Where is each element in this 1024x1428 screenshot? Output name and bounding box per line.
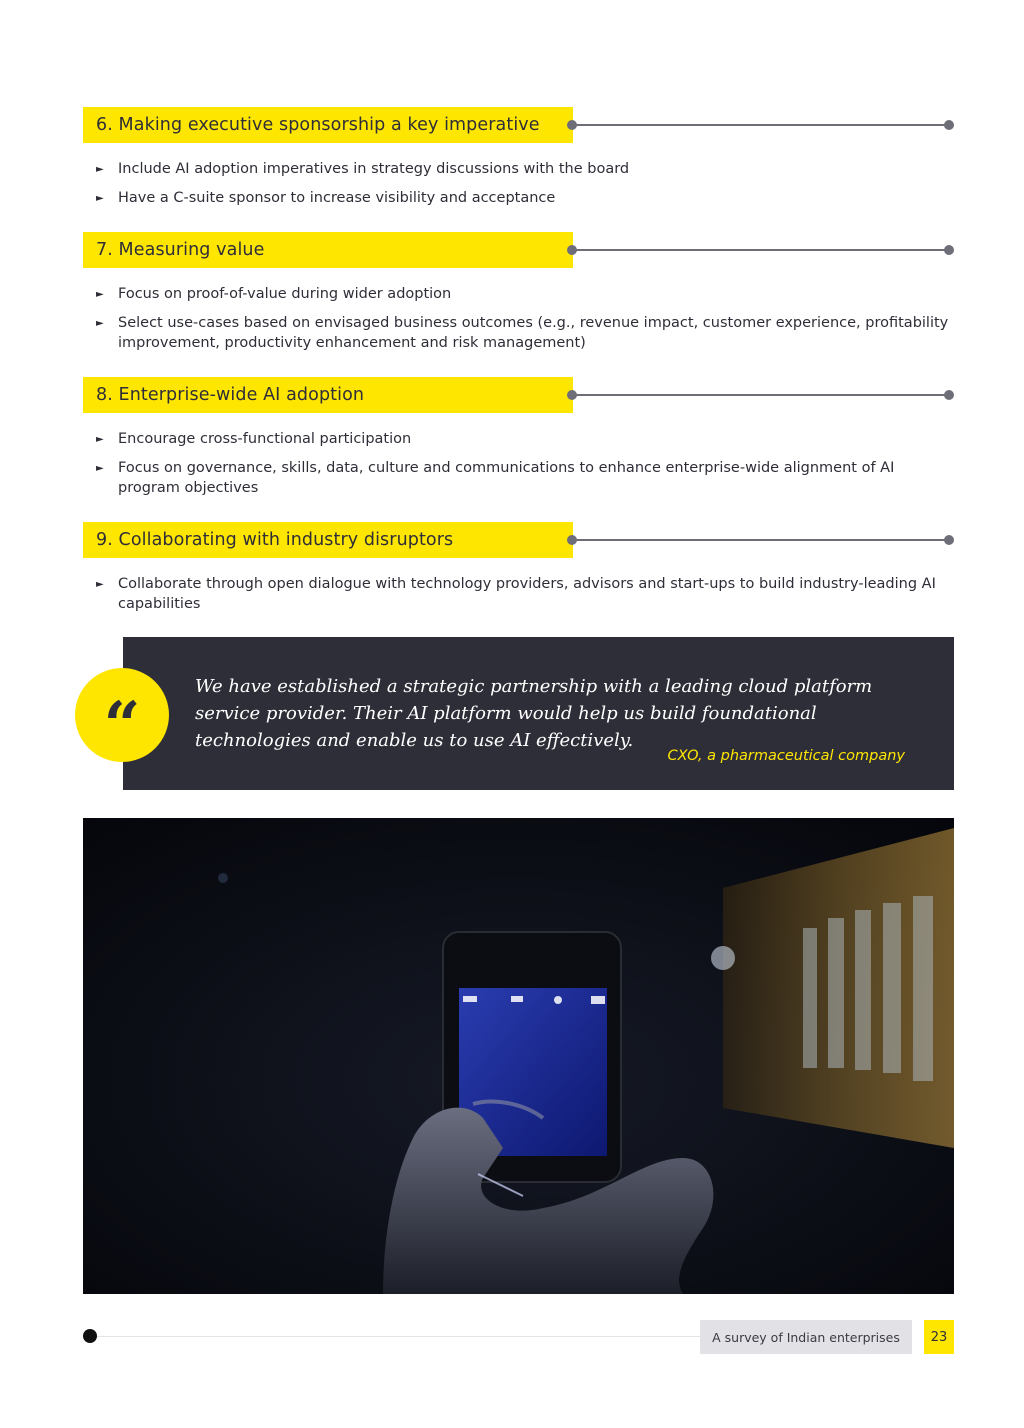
bullet-arrow-icon: ► <box>96 164 104 175</box>
bullet-arrow-icon: ► <box>96 318 104 329</box>
footer-dot <box>83 1329 97 1343</box>
section-9-rule <box>573 539 949 541</box>
section-7-header <box>83 232 954 268</box>
section-7-bullets <box>96 284 956 362</box>
section-7-rule-end-dot <box>944 245 954 255</box>
quote-mark-icon: “ <box>75 668 169 762</box>
section-7-title: 7. Measuring value <box>83 232 573 268</box>
footer-rule <box>90 1336 700 1337</box>
list-item: ► Include AI adoption imperatives in strategy discussions with the board <box>96 159 956 179</box>
bullet-arrow-icon: ► <box>96 193 104 204</box>
list-item: ► Select use-cases based on envisaged business outcomes (e.g., revenue impact, customer experience, profitability improvement, productivity enhancement and risk management) <box>96 315 949 351</box>
section-7-rule-start-dot <box>567 245 577 255</box>
quote-attribution: CXO, a pharmaceutical company <box>667 748 905 764</box>
smartphone-in-hand-photo <box>83 818 954 1294</box>
quote-text: We have established a strategic partnership with a leading cloud platform service provider. Their AI platform would help us build foundational technologies and enable us to use AI effectively. <box>195 676 873 751</box>
section-7-rule <box>573 249 949 251</box>
list-item: ► Have a C-suite sponsor to increase visibility and acceptance <box>96 188 956 208</box>
section-9-header <box>83 522 954 558</box>
section-9-bullets <box>96 574 956 623</box>
bullet-arrow-icon: ► <box>96 463 104 474</box>
bullet-arrow-icon: ► <box>96 434 104 445</box>
bullet-arrow-icon: ► <box>96 579 104 590</box>
section-6-rule <box>573 124 949 126</box>
section-6-title: 6. Making executive sponsorship a key imperative <box>83 107 573 143</box>
section-9-rule-end-dot <box>944 535 954 545</box>
section-8-title: 8. Enterprise-wide AI adoption <box>83 377 573 413</box>
bullet-arrow-icon: ► <box>96 289 104 300</box>
section-6-rule-start-dot <box>567 120 577 130</box>
section-6-header <box>83 107 954 143</box>
list-item: ► Focus on governance, skills, data, culture and communications to enhance enterprise-wide alignment of AI program objectives <box>96 460 895 496</box>
section-8-rule <box>573 394 949 396</box>
list-item: ► Focus on proof-of-value during wider adoption <box>96 284 956 304</box>
page-number: 23 <box>924 1320 954 1354</box>
list-item: ► Encourage cross-functional participation <box>96 429 956 449</box>
section-8-rule-end-dot <box>944 390 954 400</box>
footer-label: A survey of Indian enterprises <box>700 1320 912 1354</box>
section-8-rule-start-dot <box>567 390 577 400</box>
section-8-header <box>83 377 954 413</box>
list-item: ► Collaborate through open dialogue with technology providers, advisors and start-ups to build industry-leading AI capabilities <box>96 576 936 612</box>
section-9-rule-start-dot <box>567 535 577 545</box>
section-9-title: 9. Collaborating with industry disruptors <box>83 522 573 558</box>
section-8-bullets <box>96 429 956 507</box>
section-6-rule-end-dot <box>944 120 954 130</box>
section-6-bullets <box>96 159 956 217</box>
